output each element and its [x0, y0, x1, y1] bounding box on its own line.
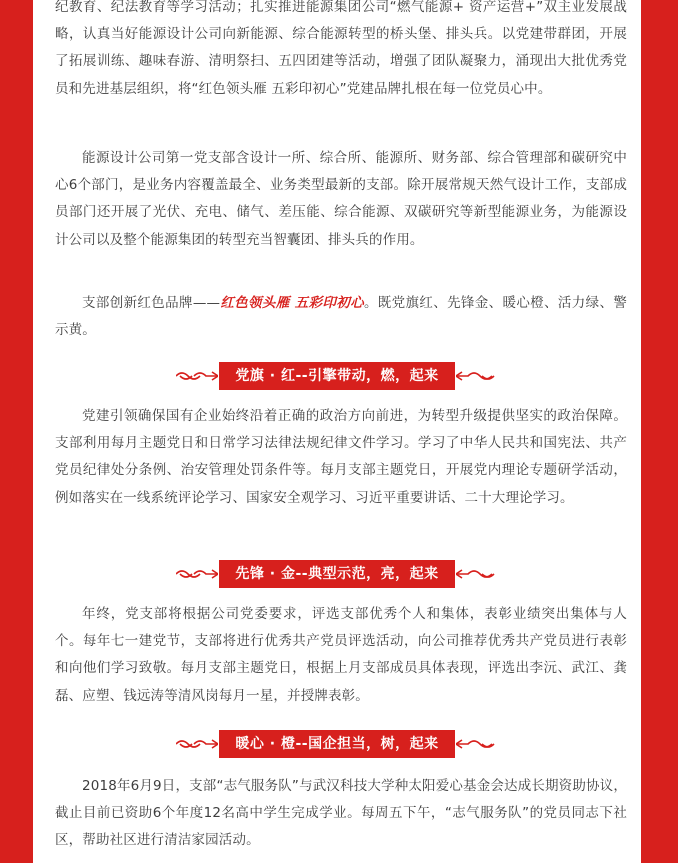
- arrow-flourish-icon: [456, 738, 498, 750]
- section-banner-label: 党旗 · 红--引擎带动，燃，起来: [219, 362, 455, 390]
- paragraph-vanguard: 年终，党支部将根据公司党委要求，评选支部优秀个人和集体，表彰业绩突出集体与人个。每年七一建党节，支部将进行优秀共产党员评选活动，向公司推荐优秀共产党员进行表彰和向他们学习致敬。每月支部主题党日，根据上月支部成员具体表现，评选出李沅、武江、龚磊、应塑、钱远涛等清风岗每月一星，并授牌表彰。: [55, 606, 627, 704]
- section-banner-warm-heart: [33, 729, 641, 759]
- arrow-flourish-icon: [456, 568, 498, 580]
- paragraph-education: 纪教育、纪法教育等学习活动；扎实推进能源集团公司“燃气能源+ 资产运营+”双主业发展战略，认真当好能源设计公司向新能源、综合能源转型的桥头堡、排头兵。以党建带群团，开展了拓展训练、趣味春游、清明祭扫、五四团建等活动，增强了团队凝聚力，涌现出大批优秀党员和先进基层组织，将“红色领头雁 五彩印初心”党建品牌扎根在每一位党员心中。: [55, 0, 627, 97]
- article-page: [33, 0, 641, 863]
- arrow-flourish-icon: [176, 370, 218, 382]
- arrow-flourish-icon: [456, 370, 498, 382]
- section-banner-party-flag: [33, 361, 641, 391]
- brand-highlight: 红色领头雁 五彩印初心: [220, 295, 364, 311]
- paragraph-brand: [55, 290, 627, 344]
- brand-prefix: 支部创新红色品牌——: [82, 295, 221, 311]
- brand-suffix: 。既党旗红、先锋金、暖心橙、活力绿、警示黄。: [55, 295, 627, 339]
- paragraph-branch-intro: 能源设计公司第一党支部含设计一所、综合所、能源所、财务部、综合管理部和碳研究中心6个部门，是业务内容覆盖最全、业务类型最新的支部。除开展常规天然气设计工作，支部成员部门还开展了光伏、充电、储气、差压能、综合能源、双碳研究等新型能源业务，为能源设计公司以及整个能源集团的转型充当智囊团、排头兵的作用。: [55, 150, 627, 248]
- section-banner-label: 先锋 · 金--典型示范，亮，起来: [219, 560, 455, 588]
- paragraph-volunteer: 2018年6月9日，支部“志气服务队”与武汉科技大学种太阳爱心基金会达成长期资助协议，截止目前已资助6个年度12名高中学生完成学业。每周五下午，“志气服务队”的党员同志下社区，帮助社区进行清洁家园活动。: [55, 778, 627, 849]
- section-banner-label: 暖心 · 橙--国企担当，树，起来: [219, 730, 455, 758]
- paragraph-party-flag: 党建引领确保国有企业始终沿着正确的政治方向前进，为转型升级提供坚实的政治保障。支部利用每月主题党日和日常学习法律法规纪律文件学习。学习了中华人民共和国宪法、共产党员纪律处分条例、治安管理处罚条件等。每月支部主题党日，开展党内理论专题研学活动，例如落实在一线系统评论学习、国家安全观学习、习近平重要讲话、二十大理论学习。: [55, 408, 627, 506]
- section-banner-vanguard: [33, 559, 641, 589]
- arrow-flourish-icon: [176, 738, 218, 750]
- arrow-flourish-icon: [176, 568, 218, 580]
